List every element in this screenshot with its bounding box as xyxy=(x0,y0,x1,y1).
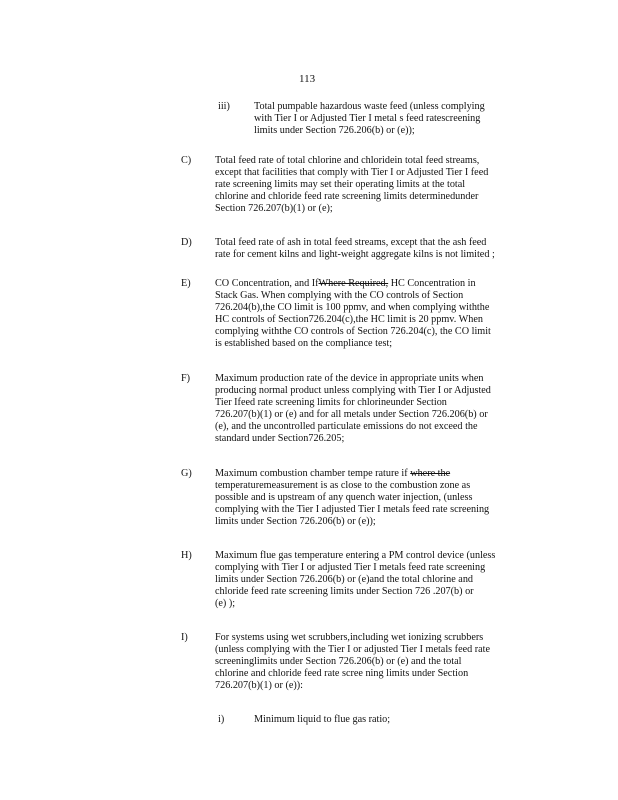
item-text xyxy=(215,237,536,261)
item-label: I) xyxy=(181,632,188,643)
item-label: E) xyxy=(181,278,191,289)
item-label: iii) xyxy=(218,101,230,112)
text-line: limits under Section 726.206(b) or (e)); xyxy=(215,516,376,528)
page-number: 113 xyxy=(299,73,316,85)
item-text xyxy=(254,101,520,137)
text-line: Stack Gas. When complying with the CO controls of Section xyxy=(215,290,464,302)
text-line: limits under Section 726.206(b) or (e)and the total chlorine and xyxy=(215,574,474,586)
text-line: producing normal product unless complying with Tier I or Adjusted xyxy=(215,385,491,397)
item-text xyxy=(215,373,536,446)
text-line xyxy=(215,468,536,480)
text-line: HC controls of Section726.204(c),the HC limit is 20 ppmv. When xyxy=(215,314,483,326)
item-label: F) xyxy=(181,373,191,384)
item-label: H) xyxy=(181,550,192,561)
text-line: Maximum flue gas temperature entering a PM control device (unless xyxy=(215,550,496,561)
text-line: rate screening limits may set their operating limits at the total xyxy=(215,179,466,191)
text-line: standard under Section726.205; xyxy=(215,433,345,445)
text-line: chloride feed rate screening limits under Section 726 .207(b) or xyxy=(215,586,474,598)
item-text xyxy=(215,632,536,692)
item-label: G) xyxy=(181,468,192,479)
text-line: temperaturemeasurement is as close to the combustion zone as xyxy=(215,480,471,492)
text-line: limits under Section 726.206(b) or (e)); xyxy=(254,125,415,137)
text-line: except that facilities that comply with Tier I or Adjusted Tier I feed xyxy=(215,167,489,179)
text-line: chlorine and chloride feed rate scree ning limits under Section xyxy=(215,668,469,680)
text-line: Total feed rate of ash in total feed streams, except that the ash feed xyxy=(215,237,487,248)
text-line: (unless complying with the Tier I or adjusted Tier I metals feed rate xyxy=(215,644,491,656)
item-text xyxy=(215,155,536,215)
text-line: 726.204(b),the CO limit is 100 ppmv, and when complying withthe xyxy=(215,302,490,314)
text-line: is established based on the compliance test; xyxy=(215,338,393,350)
text-line: with Tier I or Adjusted Tier I metal s feed ratescreening xyxy=(254,113,481,125)
text-segment: Maximum combustion chamber tempe rature if xyxy=(215,468,411,479)
text-line: complying with Tier I or adjusted Tier I metals feed rate screening xyxy=(215,562,486,574)
text-line xyxy=(215,278,536,290)
text-line: possible and is upstream of any quench water injection, (unless xyxy=(215,492,473,504)
item-label: C) xyxy=(181,155,192,166)
text-line: screeninglimits under Section 726.206(b) or (e) and the total xyxy=(215,656,462,668)
struck-text: Where Required, xyxy=(318,278,389,289)
item-label: i) xyxy=(218,714,225,725)
text-line: chlorine and chloride feed rate screening limits determinedunder xyxy=(215,191,479,203)
item-text xyxy=(254,714,520,726)
text-line: For systems using wet scrubbers,including wet ionizing scrubbers xyxy=(215,632,484,643)
text-line: Total pumpable hazardous waste feed (unless complying xyxy=(254,101,485,112)
item-text xyxy=(215,550,536,610)
text-line: (e), and the uncontrolled particulate emissions do not exceed the xyxy=(215,421,478,433)
text-line: Total feed rate of total chlorine and chloridein total feed streams, xyxy=(215,155,480,166)
item-text xyxy=(215,468,536,528)
text-segment: CO Concentration, and If xyxy=(215,278,319,289)
struck-text: where the xyxy=(410,468,451,479)
text-line: 726.207(b)(1) or (e) and for all metals under Section 726.206(b) or xyxy=(215,409,488,421)
text-line: 726.207(b)(1) or (e)): xyxy=(215,680,303,692)
text-line: complying withthe CO controls of Section 726.204(c), the CO limit xyxy=(215,326,491,338)
text-line: Tier Ifeed rate screening limits for chlorineunder Section xyxy=(215,397,447,409)
item-text xyxy=(215,278,536,351)
text-line: rate for cement kilns and light-weight aggregate kilns is not limited ; xyxy=(215,249,495,261)
text-line: complying with the Tier I adjusted Tier I metals feed rate screening xyxy=(215,504,490,516)
text-segment: HC Concentration in xyxy=(388,278,476,289)
text-line: Maximum production rate of the device in appropriate units when xyxy=(215,373,484,384)
text-line: Minimum liquid to flue gas ratio; xyxy=(254,714,391,725)
item-label: D) xyxy=(181,237,192,248)
text-line: Section 726.207(b)(1) or (e); xyxy=(215,203,333,215)
text-line: (e) ); xyxy=(215,598,236,610)
